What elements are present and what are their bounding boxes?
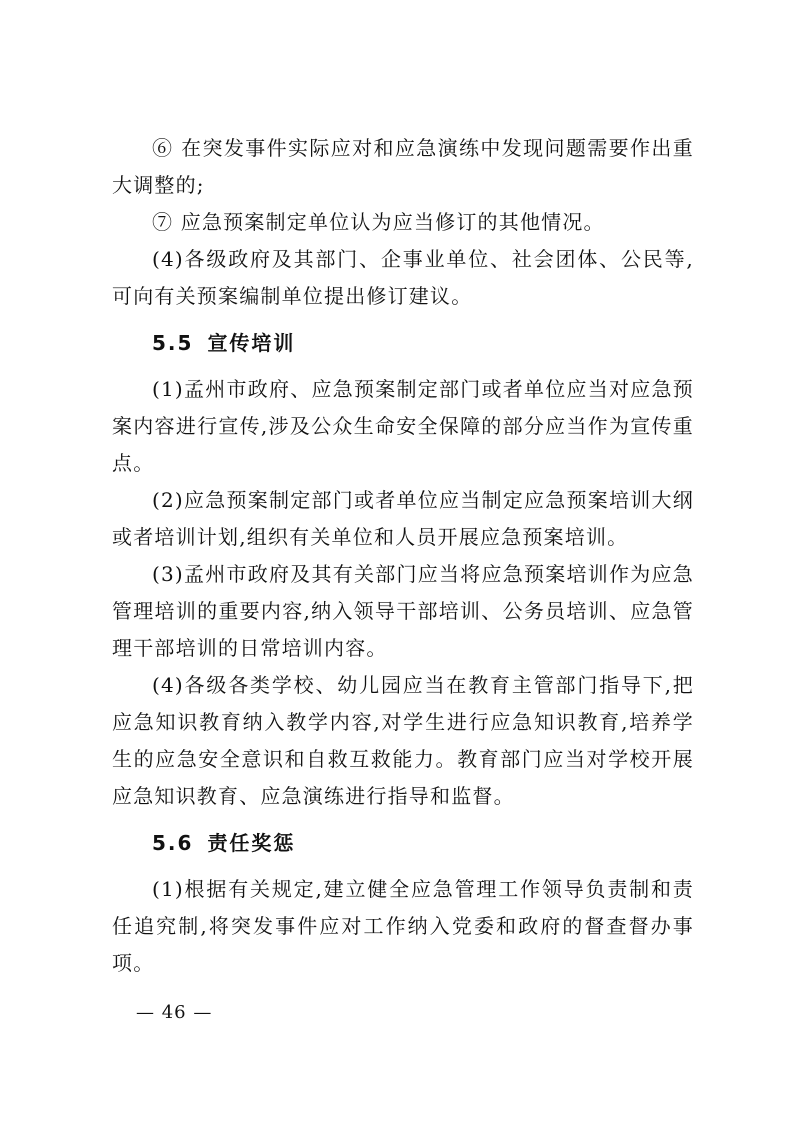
paragraph-item-7: ⑦ 应急预案制定单位认为应当修订的其他情况。: [152, 210, 605, 234]
paragraph-5-6-1: (1)根据有关规定,建立健全应急管理工作领导负责制和责任追究制,将突发事件应对工作纳入党委和政府的督查督办事项。: [112, 877, 694, 975]
section-title: 宣传培训: [207, 331, 296, 355]
paragraph-5-5-3: (3)孟州市政府及其有关部门应当将应急预案培训作为应急管理培训的重要内容,纳入领导干部培训、公务员培训、应急管理干部培训的日常培训内容。: [112, 562, 694, 660]
paragraph-5-5-1: (1)孟州市政府、应急预案制定部门或者单位应当对应急预案内容进行宣传,涉及公众生命安全保障的部分应当作为宣传重点。: [112, 377, 694, 475]
section-number: 5.5: [152, 331, 194, 355]
paragraph-item-6: ⑥ 在突发事件实际应对和应急演练中发现问题需要作出重大调整的;: [112, 136, 694, 197]
paragraph-revision-suggestion: (4)各级政府及其部门、企事业单位、社会团体、公民等,可向有关预案编制单位提出修订建议。: [112, 247, 694, 308]
section-number: 5.6: [152, 831, 194, 855]
page-number: — 46 —: [136, 1002, 213, 1023]
section-heading-5-5: [112, 325, 694, 362]
section-title: 责任奖惩: [207, 831, 296, 855]
document-body: [112, 130, 694, 982]
section-heading-5-6: [112, 825, 694, 862]
paragraph-5-5-4: (4)各级各类学校、幼儿园应当在教育主管部门指导下,把应急知识教育纳入教学内容,对学生进行应急知识教育,培养学生的应急安全意识和自救互救能力。教育部门应当对学校开展应急知识教育、应急演练进行指导和监督。: [112, 673, 694, 808]
paragraph-5-5-2: (2)应急预案制定部门或者单位应当制定应急预案培训大纲或者培训计划,组织有关单位和人员开展应急预案培训。: [112, 488, 694, 549]
